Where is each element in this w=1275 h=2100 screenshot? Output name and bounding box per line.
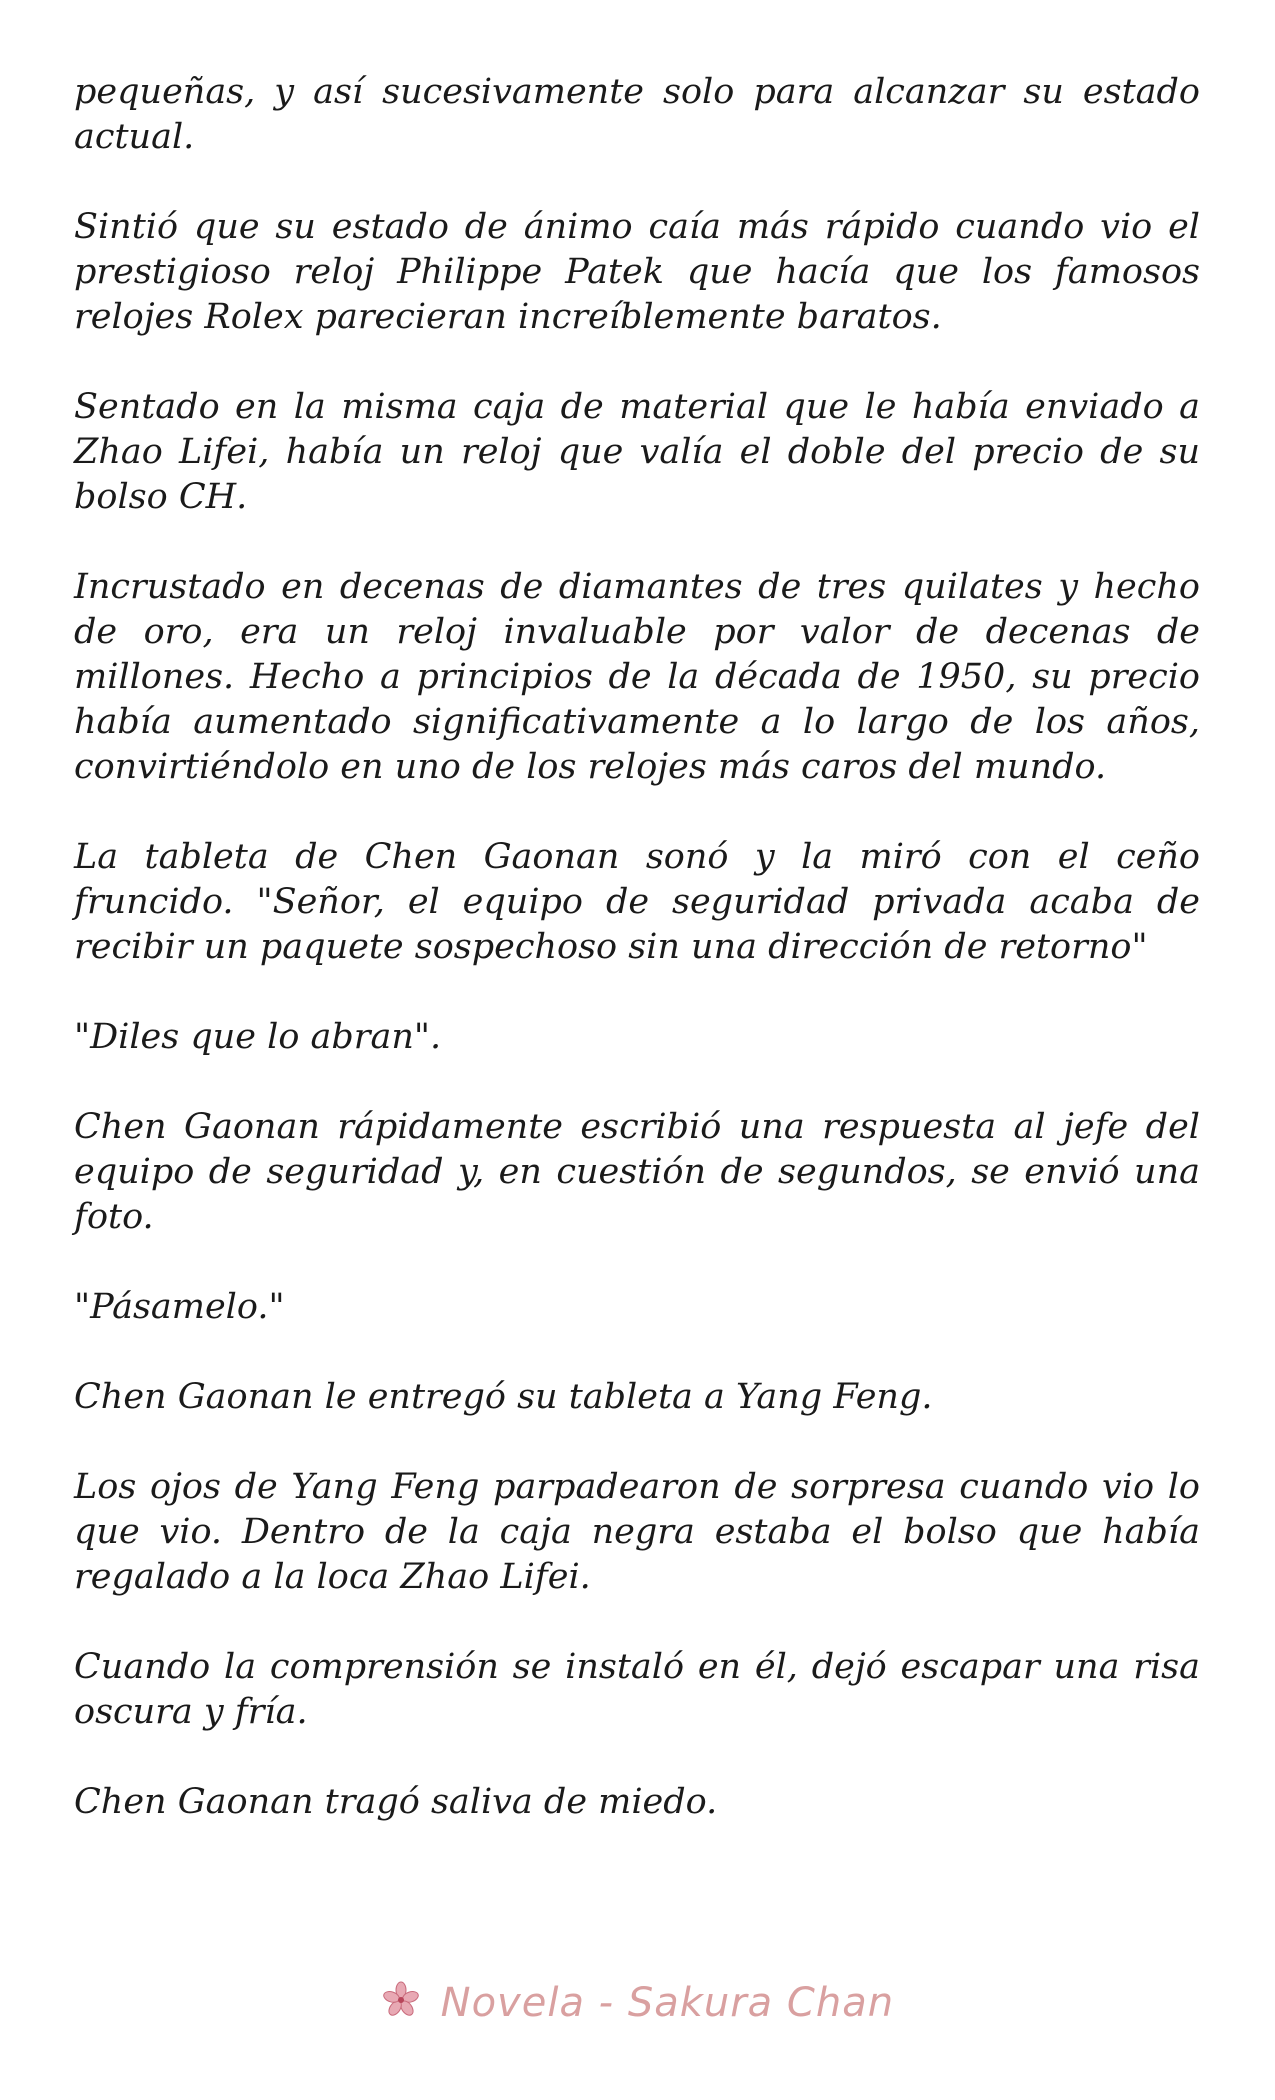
- paragraph: Los ojos de Yang Feng parpadearon de sorpresa cuando vio lo que vio. Dentro de la caja negra estaba el bolso que había regalado a la loca Zhao Lifei.: [74, 1467, 1200, 1597]
- paragraph: Sentado en la misma caja de material que le había enviado a Zhao Lifei, había un reloj que valía el doble del precio de su bolso CH.: [74, 387, 1200, 517]
- paragraph: Chen Gaonan rápidamente escribió una respuesta al jefe del equipo de seguridad y, en cuestión de segundos, se envió una foto.: [74, 1107, 1200, 1237]
- paragraph: Sintió que su estado de ánimo caía más rápido cuando vio el prestigioso reloj Philippe Patek que hacía que los famosos relojes Rolex parecieran increíblemente baratos.: [74, 207, 1200, 337]
- footer-text: Novela - Sakura Chan: [440, 1980, 895, 2026]
- paragraph: "Diles que lo abran".: [74, 1017, 442, 1057]
- paragraph: La tableta de Chen Gaonan sonó y la miró con el ceño fruncido. "Señor, el equipo de seguridad privada acaba de recibir un paquete sospechoso sin una dirección de retorno": [74, 837, 1200, 967]
- paragraph: Incrustado en decenas de diamantes de tres quilates y hecho de oro, era un reloj invaluable por valor de decenas de millones. Hecho a principios de la década de 1950, su precio había aumentado significativamente a lo largo de los años, convirtiéndolo en uno de los relojes más caros del mundo.: [74, 567, 1200, 787]
- footer-watermark: [0, 1980, 1275, 2026]
- paragraph: Chen Gaonan le entregó su tableta a Yang Feng.: [74, 1377, 933, 1417]
- paragraph: "Pásamelo.": [74, 1287, 285, 1327]
- document-body: [74, 70, 1200, 1870]
- paragraph: Cuando la comprensión se instaló en él, dejó escapar una risa oscura y fría.: [74, 1647, 1200, 1732]
- sakura-flower-icon: [381, 1980, 421, 2020]
- paragraph: pequeñas, y así sucesivamente solo para alcanzar su estado actual.: [74, 72, 1200, 157]
- paragraph: Chen Gaonan tragó saliva de miedo.: [74, 1782, 718, 1822]
